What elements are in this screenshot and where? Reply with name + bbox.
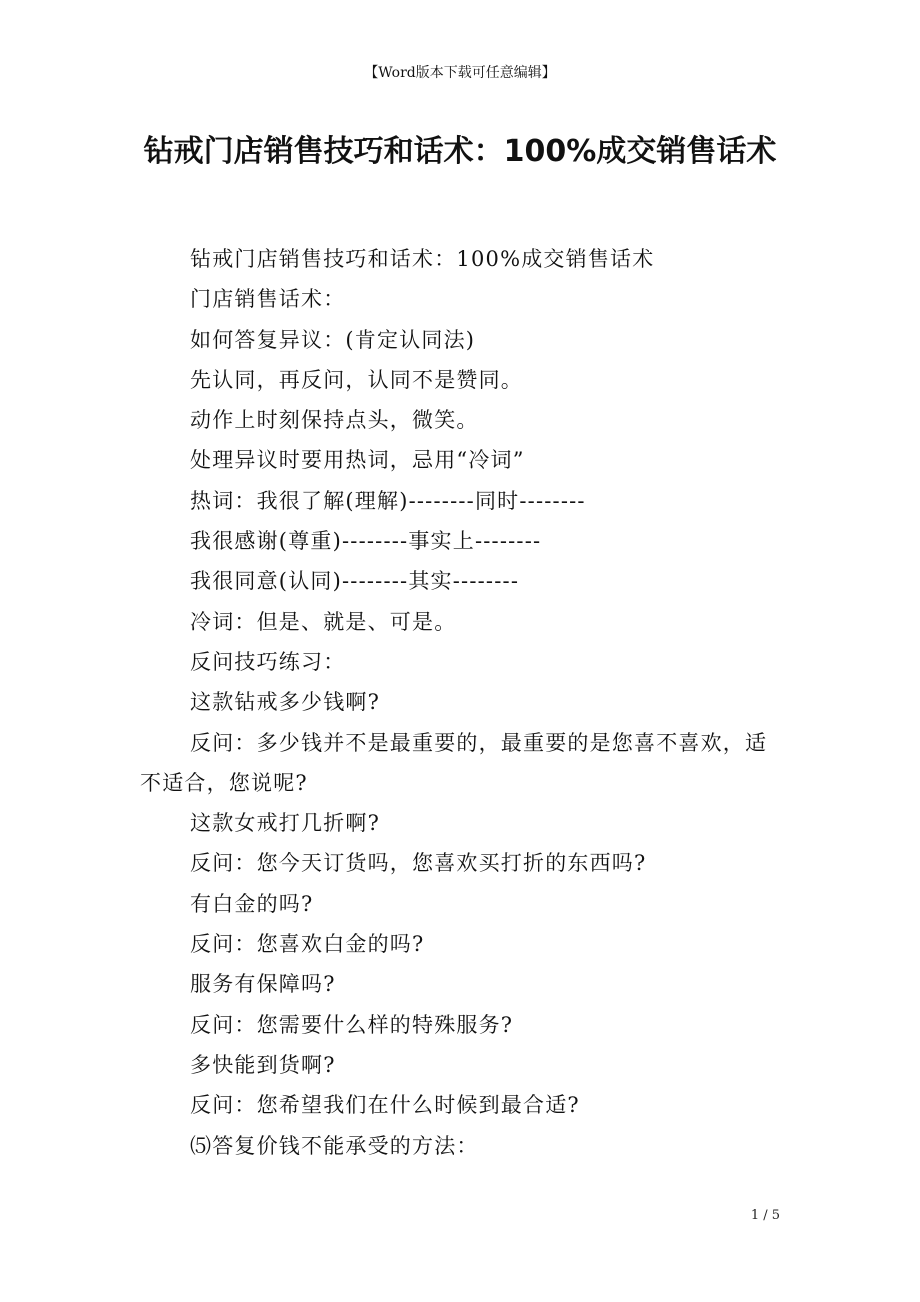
paragraph: 我很同意(认同)--------其实--------	[190, 569, 520, 594]
paragraph: 反问技巧练习：	[190, 649, 346, 674]
paragraph: 门店销售话术：	[190, 287, 346, 312]
paragraph: 处理异议时要用热词，忌用“冷词”	[190, 448, 525, 473]
paragraph: 反问：您喜欢白金的吗?	[190, 932, 425, 957]
paragraph: 钻戒门店销售技巧和话术：100%成交销售话术	[190, 247, 655, 271]
paragraph: 动作上时刻保持点头，微笑。	[190, 408, 479, 433]
paragraph: 冷词：但是、就是、可是。	[190, 609, 457, 634]
document-body	[140, 239, 780, 1166]
paragraph: 多快能到货啊?	[190, 1052, 336, 1077]
paragraph: 反问：您需要什么样的特殊服务?	[190, 1012, 514, 1037]
paragraph: ⑸答复价钱不能承受的方法：	[190, 1133, 479, 1158]
paragraph: 反问：您今天订货吗，您喜欢买打折的东西吗?	[190, 851, 647, 876]
paragraph: 反问：多少钱并不是最重要的，最重要的是您喜不喜欢，适不适合，您说呢?	[140, 730, 768, 795]
paragraph: 服务有保障吗?	[190, 972, 336, 997]
document-title: 钻戒门店销售技巧和话术：100%成交销售话术	[143, 134, 777, 169]
paragraph: 我很感谢(尊重)--------事实上--------	[190, 529, 542, 554]
paragraph: 这款女戒打几折啊?	[190, 811, 381, 836]
paragraph: 如何答复异议：(肯定认同法)	[190, 327, 476, 352]
paragraph: 这款钻戒多少钱啊?	[190, 690, 381, 715]
paragraph: 反问：您希望我们在什么时候到最合适?	[190, 1093, 580, 1118]
paragraph: 热词：我很了解(理解)--------同时--------	[190, 488, 586, 513]
download-note: 【Word版本下载可任意编辑】	[364, 65, 556, 81]
paragraph: 有白金的吗?	[190, 891, 314, 916]
paragraph: 先认同，再反问，认同不是赞同。	[190, 367, 523, 392]
page-number: 1 / 5	[750, 1208, 780, 1223]
